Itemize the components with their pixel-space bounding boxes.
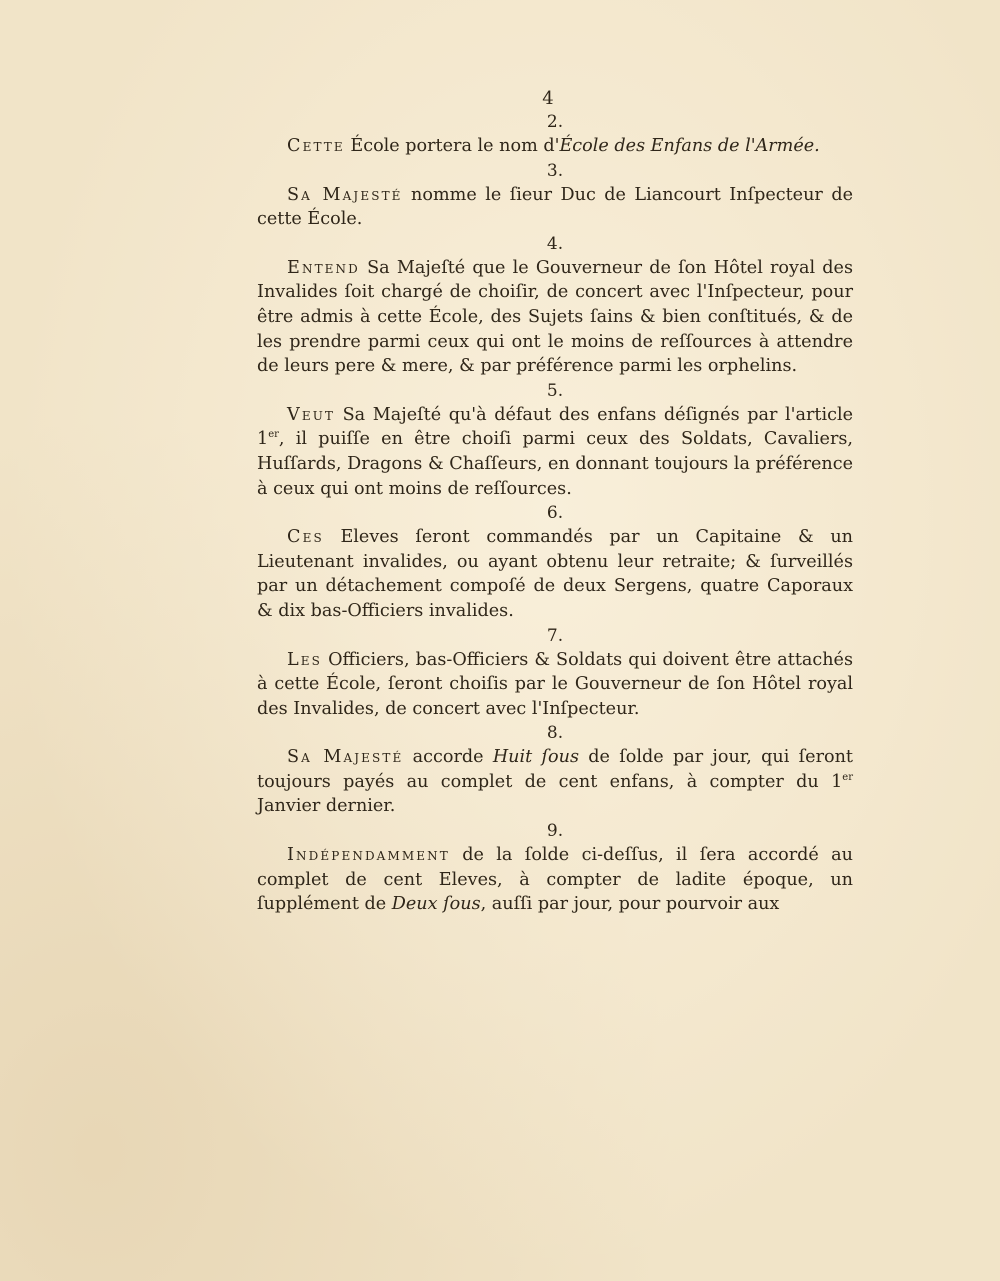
body-text: École portera le nom d' bbox=[344, 136, 560, 156]
lead-word: Ces bbox=[287, 527, 324, 548]
article-number: 4. bbox=[546, 233, 564, 254]
body-text: nomme le ſieur Duc de Liancourt Inſpecteur de cette École. bbox=[257, 184, 853, 230]
italic-text: Huit ſous bbox=[492, 747, 579, 768]
article-number: 2. bbox=[546, 112, 564, 132]
article-number: 6. bbox=[546, 503, 564, 524]
article-text bbox=[257, 843, 853, 917]
article-number: 3. bbox=[546, 160, 564, 181]
article-number: 7. bbox=[546, 625, 564, 646]
body-text: Officiers, bas-Officiers & Soldats qui doivent être attachés à cette École, ſeront choiſis par le Gouverneur de ſon Hôtel royal des Invalides, de concert avec l'Inſpecteur. bbox=[257, 649, 853, 719]
article bbox=[257, 379, 853, 501]
article bbox=[257, 501, 853, 623]
article bbox=[257, 110, 853, 159]
body-text: Sa Majeſté qu'à défaut des enfans déſignés par l'article 1 bbox=[257, 404, 853, 450]
body-text: Eleves ſeront commandés par un Capitaine & un Lieutenant invalides, ou ayant obtenu leur retraite; & ſurveillés par un détachement compoſé de deux Sergens, quatre Caporaux & dix bas-Officiers invalides. bbox=[257, 527, 853, 621]
article bbox=[257, 232, 853, 379]
article-text bbox=[257, 525, 853, 623]
article-text bbox=[257, 256, 853, 379]
article bbox=[257, 819, 853, 917]
article-text bbox=[257, 745, 853, 819]
lead-word: Entend bbox=[287, 257, 360, 278]
lead-word: Sa Majesté bbox=[287, 747, 404, 768]
italic-text: Deux ſous bbox=[391, 894, 481, 915]
article bbox=[257, 721, 853, 819]
article bbox=[257, 159, 853, 232]
body-text: de la ſolde ci-deſſus, il ſera accordé au complet de cent Eleves, à compter de ladite époque, un ſupplément de bbox=[257, 845, 853, 915]
superscript: er bbox=[842, 772, 853, 784]
lead-word: Indépendamment bbox=[287, 845, 450, 866]
article-text bbox=[257, 648, 853, 722]
lead-word: Sa Majesté bbox=[287, 184, 403, 205]
article-number: 9. bbox=[546, 821, 564, 842]
article-text bbox=[257, 403, 853, 501]
page-number: 4 bbox=[542, 88, 554, 109]
body-text: Sa Majeſté que le Gouverneur de ſon Hôtel royal des Invalides ſoit chargé de choiſir, de concert avec l'Inſpecteur, pour être admis à cette École, des Sujets ſains & bien conſtitués, & de les prendre parmi ceux qui ont le moins de reſſources à attendre de leurs pere & mere, & par préférence parmi les orphelins. bbox=[257, 257, 853, 377]
articles-list bbox=[257, 110, 853, 917]
article bbox=[257, 624, 853, 722]
text-block bbox=[257, 88, 853, 917]
italic-text: École des Enfans de l'Armée. bbox=[559, 136, 820, 156]
lead-word: Cette bbox=[287, 136, 345, 156]
body-text: Janvier dernier. bbox=[257, 796, 396, 817]
lead-word: Les bbox=[287, 649, 322, 670]
article-text bbox=[257, 134, 853, 159]
article-text bbox=[257, 183, 853, 232]
body-text: de ſolde par jour, qui ſeront toujours payés au complet de cent enfans, à compter du 1 bbox=[257, 747, 853, 792]
body-text: , auſſi par jour, pour pourvoir aux bbox=[480, 894, 780, 915]
body-text: accorde bbox=[403, 747, 493, 768]
lead-word: Veut bbox=[287, 404, 336, 425]
article-number: 8. bbox=[546, 723, 564, 744]
body-text: , il puiſſe en être choiſi parmi ceux des Soldats, Cavaliers, Huſſards, Dragons & Chaſſeurs, en donnant toujours la préférence à ceux qui ont moins de reſſources. bbox=[257, 429, 853, 499]
article-number: 5. bbox=[546, 380, 564, 401]
superscript: er bbox=[268, 429, 279, 441]
